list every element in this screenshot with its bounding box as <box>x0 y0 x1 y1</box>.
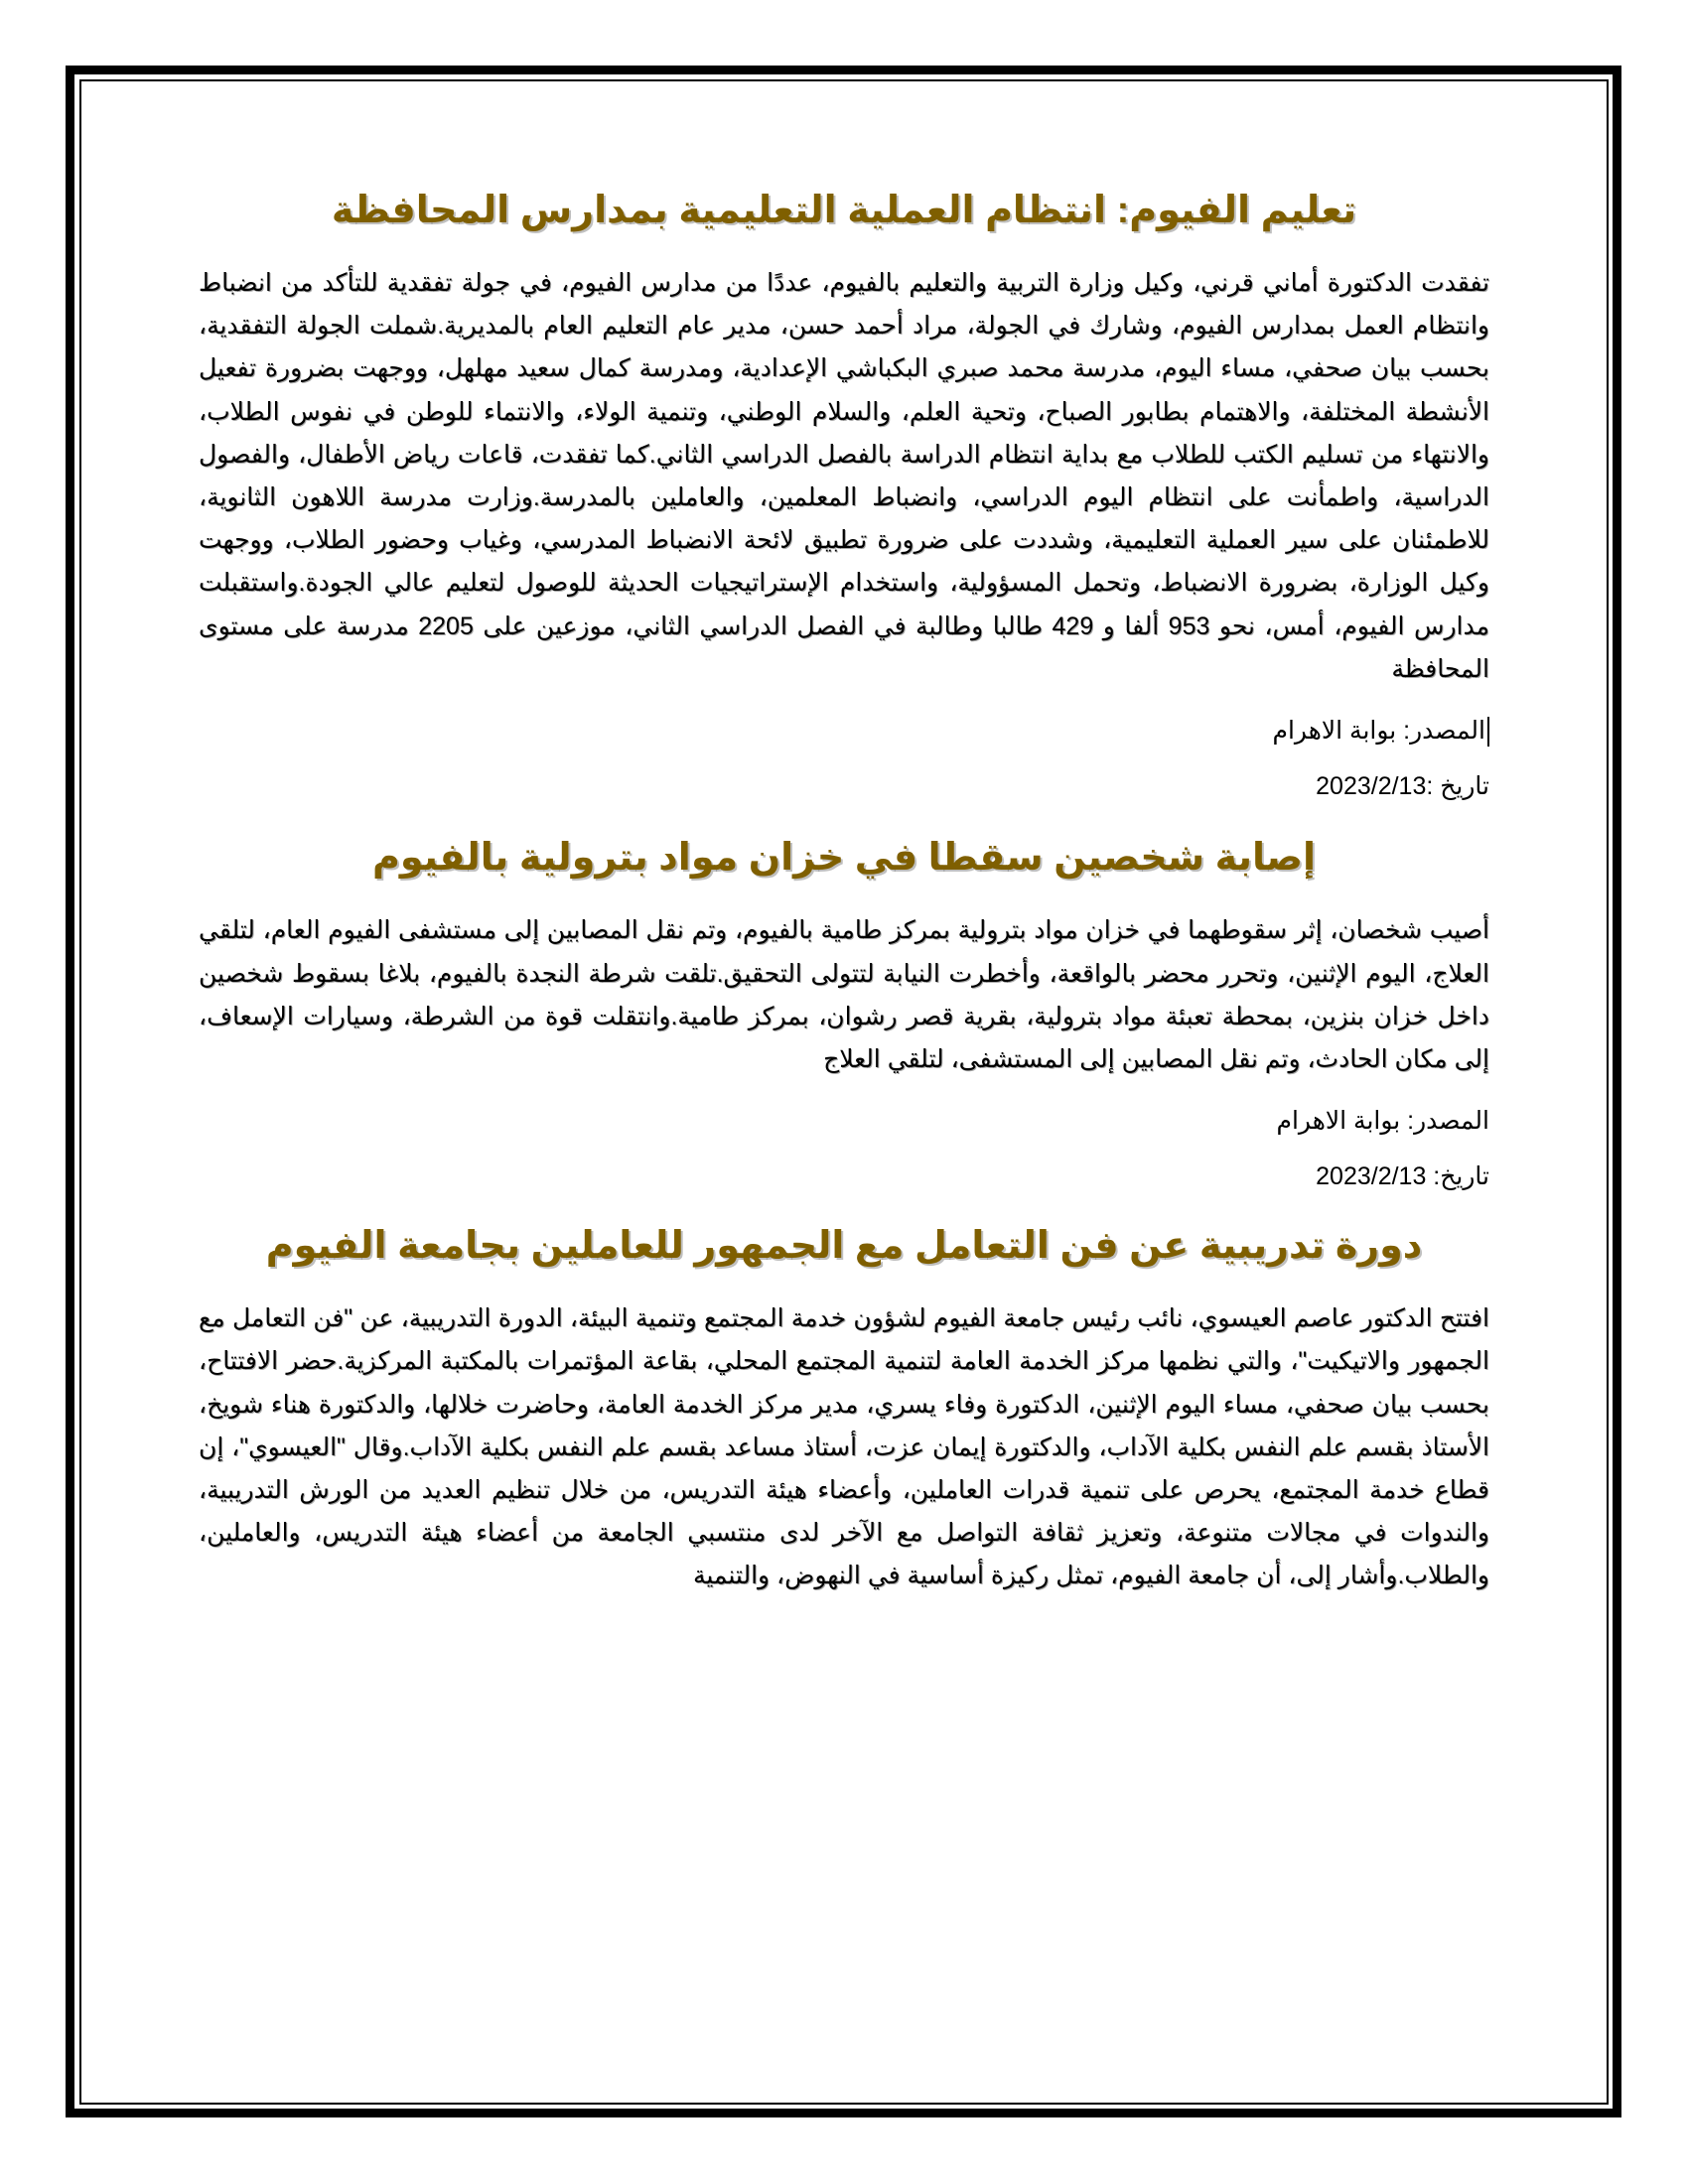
article-headline: تعليم الفيوم: انتظام العملية التعليمية بمدارس المحافظة <box>331 190 1357 231</box>
article-source <box>199 715 1489 747</box>
article-source-text: المصدر: بوابة الاهرام <box>1272 717 1485 746</box>
article-source: المصدر: بوابة الاهرام <box>1276 1107 1489 1136</box>
document-content <box>199 179 1489 1598</box>
article-headline: إصابة شخصين سقطا في خزان مواد بترولية بالفيوم <box>371 837 1317 880</box>
text-cursor <box>1487 717 1489 747</box>
article-training <box>199 1214 1489 1597</box>
article-education <box>199 179 1489 802</box>
article-date: تاريخ: 2023/2/13 <box>1316 1162 1489 1191</box>
article-body: أصيب شخصان، إثر سقوطهما في خزان مواد بترولية بمركز طامية بالفيوم، وتم نقل المصابين إلى مستشفى الفيوم العام، لتلقي العلاج، اليوم الإثنين، وتحرر محضر بالواقعة، وأخطرت النيابة لتتولى التحقيق.تلقت شرطة النجدة بالفيوم، بلاغا بسقوط شخصين داخل خزان بنزين، بمحطة تعبئة مواد بترولية، بقرية قصر رشوان، بمركز طامية.وانتقلت قوة من الشرطة، وسيارات الإسعاف، إلى مكان الحادث، وتم نقل المصابين إلى المستشفى، لتلقي العلاج <box>199 916 1489 1074</box>
article-body: افتتح الدكتور عاصم العيسوي، نائب رئيس جامعة الفيوم لشؤون خدمة المجتمع وتنمية البيئة، الدورة التدريبية، عن "فن التعامل مع الجمهور والاتيكيت"، والتي نظمها مركز الخدمة العامة لتنمية المجتمع المحلي، بقاعة المؤتمرات بالمكتبة المركزية.حضر الافتتاح، بحسب بيان صحفي، مساء اليوم الإثنين، الدكتورة وفاء يسري، مدير مركز الخدمة العامة، وحاضرت خلالها، والدكتورة هناء شويخ، الأستاذ بقسم علم النفس بكلية الآداب، والدكتورة إيمان عزت، أستاذ مساعد بقسم علم النفس بكلية الآداب.وقال "العيسوي"، إن قطاع خدمة المجتمع، يحرص على تنمية قدرات العاملين، وأعضاء هيئة التدريس، من خلال تنظيم العديد من الورش التدريبية، والندوات في مجالات متنوعة، وتعزيز ثقافة التواصل مع الآخر لدى منتسبي الجامعة من أعضاء هيئة التدريس، والعاملين، والطلاب.وأشار إلى، أن جامعة الفيوم، تمثل ركيزة أساسية في النهوض، والتنمية <box>199 1304 1489 1590</box>
article-accident <box>199 826 1489 1192</box>
article-headline: دورة تدريبية عن فن التعامل مع الجمهور للعاملين بجامعة الفيوم <box>265 1225 1423 1268</box>
article-date: تاريخ :2023/2/13 <box>1316 772 1489 801</box>
article-body: تفقدت الدكتورة أماني قرني، وكيل وزارة التربية والتعليم بالفيوم، عددًا من مدارس الفيوم، في جولة تفقدية للتأكد من انضباط وانتظام العمل بمدارس الفيوم، وشارك في الجولة، مراد أحمد حسن، مدير عام التعليم العام بالمديرية.شملت الجولة التفقدية، بحسب بيان صحفي، مساء اليوم، مدرسة محمد صبري البكباشي الإعدادية، ومدرسة كمال سعيد مهلهل، ووجهت بضرورة تفعيل الأنشطة المختلفة، والاهتمام بطابور الصباح، وتحية العلم، والسلام الوطني، وتنمية الولاء، والانتماء للوطن في نفوس الطلاب، والانتهاء من تسليم الكتب للطلاب مع بداية انتظام الدراسة بالفصل الدراسي الثاني.كما تفقدت، قاعات رياض الأطفال، والفصول الدراسية، واطمأنت على انتظام اليوم الدراسي، وانضباط المعلمين، والعاملين بالمدرسة.وزارت مدرسة اللاهون الثانوية، للاطمئنان على سير العملية التعليمية، وشددت على ضرورة تطبيق لائحة الانضباط المدرسي، وغياب وحضور الطلاب، ووجهت وكيل الوزارة، بضرورة الانضباط، وتحمل المسؤولية، واستخدام الإستراتيجيات الحديثة للوصول لتعليم عالي الجودة.واستقبلت مدارس الفيوم، أمس، نحو 953 ألفا و 429 طالبا وطالبة في الفصل الدراسي الثاني، موزعين على 2205 مدرسة على مستوى المحافظة <box>199 269 1489 683</box>
